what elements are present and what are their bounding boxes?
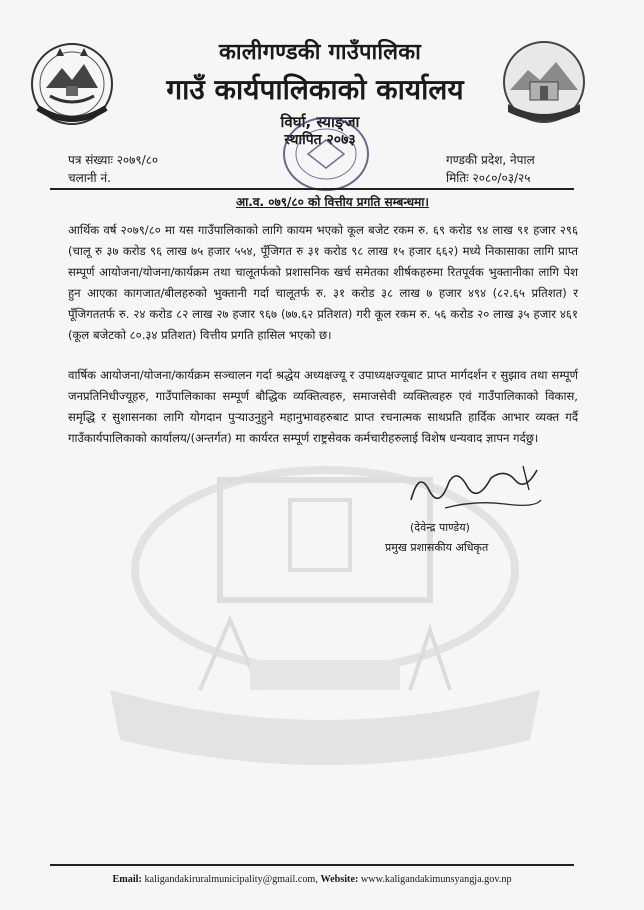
office-name: गाउँ कार्यपालिकाको कार्यालय [166, 73, 464, 106]
website-link[interactable]: www.kaligandakimunsyangja.gov.np [360, 874, 512, 885]
subject-line: आ.व. ०७९/८० को वित्तीय प्रगति सम्बन्धमा। [236, 195, 429, 209]
letter-number: पत्र संख्याः २०७९/८० [68, 153, 159, 167]
org-name: कालीगण्डकी गाउँपालिका [218, 40, 421, 65]
footer-divider [50, 864, 574, 866]
email-label: Email: [112, 874, 142, 885]
letter-meta-right [446, 151, 535, 187]
letter-meta-left [68, 151, 158, 187]
dispatch-number: चलानी नं. [68, 171, 111, 185]
website-label: Website: [320, 874, 359, 885]
body-paragraph-1: आर्थिक वर्ष २०७९/८० मा यस गाउँपालिकाको लागि कायम भएको कूल बजेट रकम रु. ६९ करोड ९४ लाख ९१ हजार २९६ (चालू रु ३७ करोड ९६ लाख ७५ हजार ५५४, पूँजिगत रु ३१ करोड ९८ लाख १५ हजार ६६२) मध्ये निकासाका लागि प्राप्त सम्पूर्ण आयोजना/योजना/कार्यक्रम तथा चालूतर्फको प्रशासनिक खर्च समेतका शीर्षकहरुमा रितपूर्वक भुक्तानीका लागि पेश हुन आएका कागजात/बीलहरुको भुक्तानी गर्दा चालूतर्फ रु. ३१ करोड ३८ लाख ७ हजार ४९४ (८२.६५ प्रतिशत) र पूँजिगततर्फ रु. २४ करोड ८२ लाख २७ हजार ९६७ (७७.६२ प्रतिशत) गरी कूल रकम रु. ५६ करोड २० लाख ३५ हजार ४६१ (कूल बजेटको ८०.३४ प्रतिशत) वित्तीय प्रगति हासिल भएको छ। [68, 223, 578, 342]
established-line: स्थापित २०७३ [284, 132, 356, 148]
province: गण्डकी प्रदेश, नेपाल [446, 153, 535, 167]
footer-contact [50, 874, 574, 885]
signer-title: प्रमुख प्रशासकीय अधिकृत [385, 541, 489, 554]
district-line: विर्घा, स्याङ्जा [280, 113, 360, 131]
email-link[interactable]: kaligandakiruralmunicipality@gmail.com, [144, 874, 318, 885]
signer-name: (देवेन्द्र पाण्डेय) [410, 521, 470, 534]
letter-date: मितिः २०८०/०३/२५ [446, 171, 531, 185]
signature-icon [405, 460, 545, 516]
office-stamp-icon [268, 112, 380, 196]
header-divider [50, 188, 574, 190]
body-paragraph-2: वार्षिक आयोजना/योजना/कार्यक्रम सञ्चालन गर्दा श्रद्धेय अध्यक्षज्यू र उपाध्यक्षज्यूबाट प्राप्त मार्गदर्शन र सुझाव तथा सम्पूर्ण जनप्रतिनिधीज्यूहरु, गाउँपालिकाका सम्पूर्ण बौद्धिक व्यक्तित्वहरु, समाजसेवी व्यक्तित्वहरु एवं गाउँपालिकाको विकास, समृद्धि र सुशासनका लागि योगदान पुऱ्याउनुहुने महानुभावहरुबाट प्राप्त रचनात्मक साथप्रति हार्दिक आभार व्यक्त गर्दै गाउँकार्यपालिकाको कार्यालय/(अन्तर्गत) मा कार्यरत सम्पूर्ण राष्ट्रसेवक कर्मचारीहरुलाई विशेष धन्यवाद ज्ञापन गर्दछु। [68, 368, 578, 445]
